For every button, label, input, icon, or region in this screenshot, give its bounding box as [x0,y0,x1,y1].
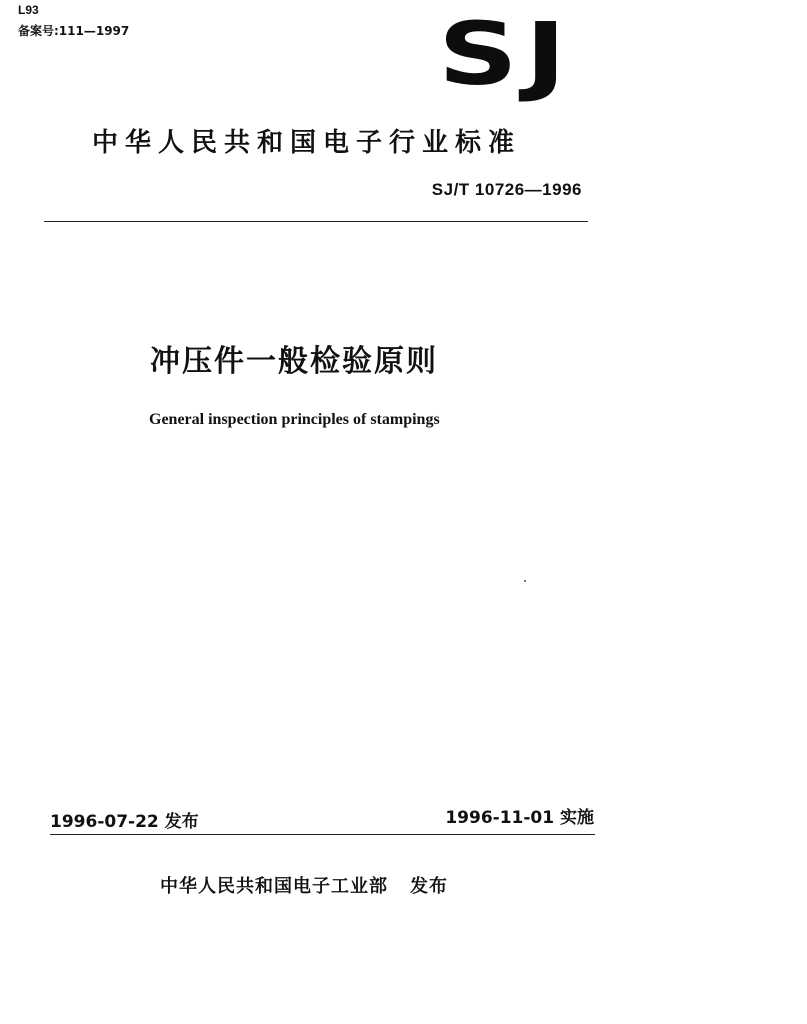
footer-divider [50,834,595,835]
classification-code: L93 [18,3,39,17]
implementation-date: 1996-11-01 实施 [445,808,594,828]
filing-number: 备案号:111—1997 [18,24,130,38]
standard-category-title: 中华人民共和国电子行业标准 [92,128,522,158]
publisher-issue-word: 发布 [410,876,448,897]
scan-speck [524,580,526,582]
header-divider [44,221,588,222]
publisher-line [160,872,448,898]
document-title-english: General inspection principles of stampings [149,411,440,428]
issue-date: 1996-07-22 发布 [50,812,199,832]
document-title-chinese: 冲压件一般检验原则 [150,344,438,379]
publisher-name: 中华人民共和国电子工业部 [160,876,388,897]
standard-number: SJ/T 10726—1996 [431,180,582,199]
sj-logo: SJ [438,4,574,105]
